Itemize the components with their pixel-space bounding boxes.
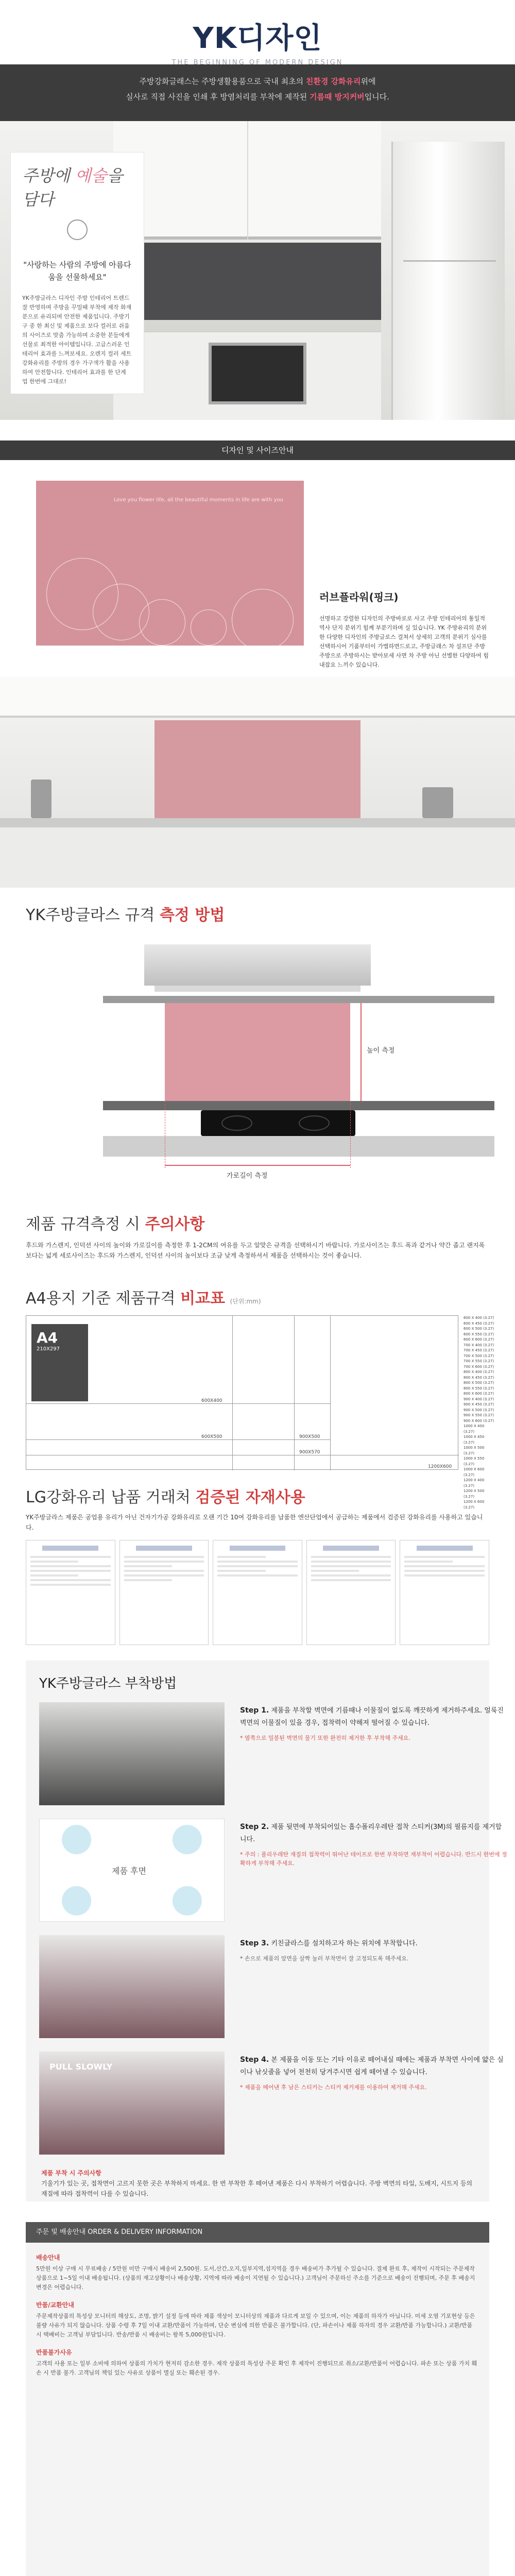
hero-quote: "사랑하는 사람의 주방에 아름다움을 선물하세요" — [23, 260, 131, 282]
step-1-text: Step 1. 제품을 부착할 벽면에 기름때나 이물질이 없도록 깨끗하게 제거하주세요. 얼룩진 벽면의 이물질이 있을 경우, 접착력이 약해져 떨어질 수 있습니다. * 옆쪽으로 밀봉된 벽면의 물기 또한 완전히 제거한 후 부착해 주세요. — [240, 1704, 508, 1742]
size-label: 1200X600 — [428, 1464, 452, 1469]
oven — [209, 343, 306, 404]
flower-outline — [191, 609, 227, 646]
quote-icon — [67, 219, 88, 240]
section-bar-design: 디자인 및 사이즈안내 — [0, 440, 515, 460]
design-info — [319, 589, 489, 670]
flower-outline — [139, 599, 185, 646]
size-list-item: 600 X 600 (3.27) — [464, 1337, 494, 1342]
size-list-item: 1000 X 400 (3.27) — [464, 1424, 485, 1434]
design-install-photo — [0, 676, 515, 888]
size-label: 600X500 — [201, 1434, 222, 1439]
size-list-item: 600 X 550 (3.27) — [464, 1332, 494, 1336]
a4-title: A4용지 기준 제품규격 비교표 (단위:mm) — [26, 1290, 261, 1308]
grid-line — [294, 1316, 295, 1470]
hero-script-title: 주방에 예술을 담다 — [22, 166, 123, 209]
certificate-doc[interactable] — [400, 1540, 489, 1645]
measured-panel — [165, 1003, 350, 1101]
cert-intro: YK주방글라스 제품은 공업용 유리가 아닌 건자기가공 강화유리로 오랜 기간 10여 강화유리를 납품한 엔산단업에서 공급하는 제품에서 검증된 강화유리를 사용하고 있습니다. — [26, 1514, 483, 1531]
delivery-text-return: 주문제작상품의 특성상 모니터의 해상도, 조명, 밝기 설정 등에 따라 제품 색상이 모니터상의 제품과 다르게 보일 수 있으며, 이는 제품의 하자가 아닙니다. 미세 오염 기포현상 등은 불량 사유가 되지 않습니다. 상품 수령 후 7일 이내 교환/반품이 가능하며, 단순 변심에 의한 반품은 불가합니다. (단, 파손이나 제품 하자의 경우 교환/반품 가능합니다.) 교환/반품 시 택배비는 고객님 부담입니다. 반송/반품 시 배송비는 왕복 5,000원입니다. — [36, 2313, 475, 2338]
size-list-item: 600 X 500 (3.27) — [464, 1327, 494, 1331]
size-list-item: 800 X 500 (3.27) — [464, 1381, 494, 1385]
step-4-image — [39, 2052, 225, 2155]
intro-band — [0, 64, 515, 121]
step-1-note: * 옆쪽으로 밀봉된 벽면의 물기 또한 완전히 제거한 후 부착해 주세요. — [240, 1735, 410, 1741]
installed-pink-panel — [154, 720, 360, 818]
backsplash-glass — [113, 243, 381, 320]
size-list-item: 1200 X 400 (3.27) — [464, 1478, 485, 1488]
size-list-item: 700 X 450 (3.27) — [464, 1348, 494, 1352]
size-list-item: 600 X 450 (3.27) — [464, 1321, 494, 1326]
attach-caution — [39, 2168, 476, 2199]
burner — [299, 1115, 330, 1131]
attach-step-1 — [39, 1702, 504, 1810]
caution-head: 제품 부착 시 주의사항 — [41, 2170, 101, 2177]
delivery-head-no-return: 반품불가사유 — [36, 2349, 72, 2356]
size-list-item: 700 X 550 (3.27) — [464, 1359, 494, 1363]
step-1-image — [39, 1702, 225, 1805]
size-list — [464, 1315, 494, 1510]
step-2-image-label: 제품 후면 — [112, 1866, 146, 1876]
size-label: 900X500 — [299, 1434, 320, 1439]
size-list-item: 1000 X 550 (3.27) — [464, 1456, 485, 1466]
certificate-row — [0, 1537, 515, 1660]
intro-line-2: 실사로 직접 사진을 인쇄 후 방염처리를 부착에 제작된 기름때 방지커버입니다. — [126, 92, 389, 101]
grid-line — [330, 1316, 331, 1470]
brand-logo[interactable]: YK디자인 — [193, 22, 322, 55]
upper-cabinet — [113, 121, 381, 240]
size-list-item: 800 X 450 (3.27) — [464, 1375, 494, 1380]
size-label: 900X570 — [299, 1450, 320, 1455]
size-list-item: 800 X 400 (3.27) — [464, 1370, 494, 1374]
upper-cabinet — [0, 676, 515, 718]
design-description: 선명하고 강렬한 디자인의 주방바로로 사고 주방 인테리어의 통일적 역사 단지 분위기 힘께 부분기하며 실 있습니다. YK 주방유리의 분위한 다양한 디자인의 주방글로스 걸쳐서 상세히 고객의 분위기 심사를 선택하시어 기품부터이 가볍하면드로고, 주방글래스 차 설프단 주방주방으로 주방하시는 받아보세 사면 차 주방 아닌 선별한 다양하여 힘내잡요 느끼수 있습니다. — [319, 615, 489, 668]
measure-diagram — [0, 929, 515, 1197]
size-list-item: 1200 X 600 (3.27) — [464, 1500, 485, 1510]
brand-header — [0, 0, 515, 64]
flower-outline — [232, 589, 294, 646]
size-list-item: 1000 X 450 (3.27) — [464, 1435, 485, 1445]
delivery-info — [26, 2222, 489, 2576]
attach-step-2 — [39, 1819, 507, 1927]
size-list-item: 900 X 500 (3.27) — [464, 1408, 494, 1412]
shelf-bar — [103, 996, 494, 1003]
certificate-doc[interactable] — [213, 1540, 302, 1645]
step-3-text: Step 3. 키친글라스를 설치하고자 하는 위치에 부착합니다. * 손으로 제품의 앞면을 살짝 눌러 부착면이 잘 고정되도록 해주세요. — [240, 1937, 508, 1963]
width-label: 가로길이 측정 — [227, 1172, 268, 1180]
delivery-text-shipping: 5만원 이상 구매 시 무료배송 / 5만원 미만 구매시 배송비 2,500원. 도서,산간,오지,일부지역,섬지역을 경우 배송비가 추가될 수 있습니다. 결제 완료 후, 제작이 시작되는 주문제작상품으로 1~5일 이내 배송됩니다. (상품의 재고상황이나 배송상황, 지역에 따라 배송이 지연될 수 있습니다.) 고객님이 주문하신 주소를 기준으로 배송이 진행되며, 주문 후 배송지 변경은 어렵습니다. — [36, 2265, 475, 2291]
counter-top — [103, 1101, 494, 1110]
step-3-note: * 손으로 제품의 앞면을 살짝 눌러 부착면이 잘 고정되도록 해주세요. — [240, 1955, 409, 1962]
width-guide-right — [350, 1101, 351, 1168]
size-list-item: 800 X 550 (3.27) — [464, 1386, 494, 1391]
attach-step-4 — [39, 2052, 504, 2160]
size-grid — [26, 1315, 458, 1470]
kitchen-pot — [422, 787, 453, 818]
step-2-image — [39, 1819, 225, 1922]
caution-body: 기울기가 있는 곳, 접착면이 고르지 못한 곳은 부착하지 마세요. 한 번 부착한 후 떼어낸 제품은 다시 부착하기 어렵습니다. 주방 벽면의 타일, 도배지, 시트지 등의 재질에 따라 접착력이 다를 수 있습니다. — [41, 2180, 473, 2197]
size-list-item: 1000 X 500 (3.27) — [464, 1446, 485, 1455]
design-section — [0, 460, 515, 707]
size-list-item: 700 X 400 (3.27) — [464, 1343, 494, 1347]
intro-line-1: 주방강화글래스는 주방생활용품으로 국내 최초의 친환경 강화유리위에 — [139, 77, 376, 86]
delivery-head-shipping: 배송안내 — [36, 2254, 60, 2261]
attach-step-3 — [39, 1935, 476, 2043]
size-list-item: 900 X 450 (3.27) — [464, 1402, 494, 1406]
size-list-item: 700 X 600 (3.27) — [464, 1364, 494, 1369]
range-hood — [144, 944, 371, 986]
panel-caption: Love you flower life, all the beautiful moments in life are with you — [113, 497, 283, 503]
certificate-doc[interactable] — [26, 1540, 115, 1645]
step-3-image — [39, 1935, 225, 2038]
brand-tagline: THE BEGINNING OF MODERN DESIGN — [171, 59, 344, 66]
cert-title: LG강화유리 납품 거래처 검증된 자재사용 — [26, 1488, 305, 1506]
size-list-item: 1200 X 500 (3.27) — [464, 1489, 485, 1499]
delivery-head-return: 반품/교환안내 — [36, 2301, 74, 2309]
grid-line — [232, 1316, 233, 1470]
height-arrow — [360, 1003, 362, 1101]
step-2-note: * 주의 : 폴리우레탄 재질의 접착력이 뛰어난 테이프로 한번 부착하면 재부착이 어렵습니다. 반드시 한번에 정확하게 부착해 주세요. — [240, 1851, 507, 1867]
width-arrow — [165, 1165, 350, 1166]
size-list-item: 1000 X 600 (3.27) — [464, 1467, 485, 1477]
burner — [221, 1115, 252, 1131]
certificate-doc[interactable] — [306, 1540, 396, 1645]
size-list-item: 900 X 600 (3.27) — [464, 1418, 494, 1423]
attach-method-section — [26, 1660, 507, 2201]
grid-line — [26, 1403, 330, 1404]
refrigerator — [391, 142, 505, 420]
a4-reference-box: A4 210X297 — [31, 1324, 88, 1401]
kitchen-hero-image — [0, 121, 515, 420]
size-list-item: 700 X 500 (3.27) — [464, 1353, 494, 1358]
step-4-note: * 제품을 떼어낸 후 남은 스티커는 스티커 제거제를 이용하여 제거해 주세요. — [240, 2084, 427, 2091]
height-label: 높이 측정 — [367, 1047, 395, 1055]
step-4-text: Step 4. 본 제품을 이동 또는 기타 이유로 떼어내실 때에는 제품과 부착면 사이에 얇은 실이나 낚싯줄을 넣어 천천히 당겨주시면 쉽게 떼어낼 수 있습니다. * 제품을 떼어낸 후 남은 스티커는 스티커 제거제를 이용하여 제거해 주세요. — [240, 2054, 508, 2092]
certificate-doc[interactable] — [119, 1540, 209, 1645]
size-label: 600X400 — [201, 1398, 222, 1403]
notice-title: 제품 규격측정 시 주의사항 — [26, 1215, 205, 1233]
step-2-text: Step 2. 제품 뒷면에 부착되어있는 흡수폴리우레탄 접착 스티커(3M)의 필름지를 제거합니다. * 주의 : 폴리우레탄 재질의 접착력이 뛰어난 테이프로 한번 부착하면 재부착이 어렵습니다. 반드시 한번에 정확하게 부착해 주세요. — [240, 1823, 507, 1867]
delivery-bar: 주문 및 배송안내 ORDER & DELIVERY INFORMATION — [26, 2222, 489, 2243]
grid-line — [26, 1439, 330, 1440]
kitchen-utensil — [31, 779, 52, 818]
attach-title: YK주방글라스 부착방법 — [39, 1676, 177, 1691]
size-list-item: 900 X 400 (3.27) — [464, 1397, 494, 1401]
design-title: 러브플라워(핑크) — [319, 591, 399, 603]
lower-base — [103, 1136, 494, 1157]
size-list-item: 600 X 400 (3.27) — [464, 1316, 494, 1320]
delivery-text-no-return: 고객의 사용 또는 일부 소비에 의하여 상품의 가치가 현저히 감소한 경우. 제작 상품의 특성상 주문 확인 후 제작이 진행되므로 취소/교환/반품이 어렵습니다. 파손 또는 상품 가치 훼손 시 반품 불가. 고객님의 책임 있는 사유로 상품이 멸실 또는 훼손된 경우. — [36, 2360, 477, 2376]
countertop — [113, 320, 381, 331]
countertop — [0, 818, 515, 827]
hero-text-card — [10, 152, 144, 394]
hero-description: YK주방글라스 디자인 주방 인테리어 트렌드 잘 반영하며 주방을 꾸밀때 부착에 제작 화재분으로 유리되며 안전한 제품입니다. 주방기구 중 한 최신 및 제품으로 보다 컬러로 쉬움의 사이즈로 맞춤 가능하며 소중한 분들에게 선물로 최적한 아이템입니다. 고급스러운 인테리어 효과를 느껴보세요. 오렌지 컬러 세트 강화유리를 주방의 경우 가구색가 활을 사용하여 안전합니다. 인테리어 효과를 한 단계 업 한번에 그대로! — [22, 295, 132, 385]
delivery-body — [26, 2243, 489, 2388]
notice-body: 후드와 가스렌지, 인덕션 사이의 높이와 가로길이를 측정한 후 1-2CM의 여유를 두고 알맞은 규격을 선택하시기 바랍니다. 가로사이즈는 후드 폭과 같거나 약간 좁고 랜지폭 보다는 넓게 세로사이즈는 후드와 가스렌지, 인덕션 사이의 높이보다 조금 낮게 측정하셔서 제품을 선택하시는 것이 좋습니다. — [26, 1242, 485, 1259]
induction-cooktop — [201, 1110, 355, 1136]
size-list-item: 900 X 550 (3.27) — [464, 1413, 494, 1417]
measure-title: YK주방글라스 규격 측정 방법 — [26, 906, 225, 924]
size-list-item: 800 X 600 (3.27) — [464, 1392, 494, 1396]
pink-flower-panel — [36, 481, 304, 646]
lower-cabinet — [0, 827, 515, 888]
pull-slowly-label: PULL SLOWLY — [49, 2062, 113, 2072]
